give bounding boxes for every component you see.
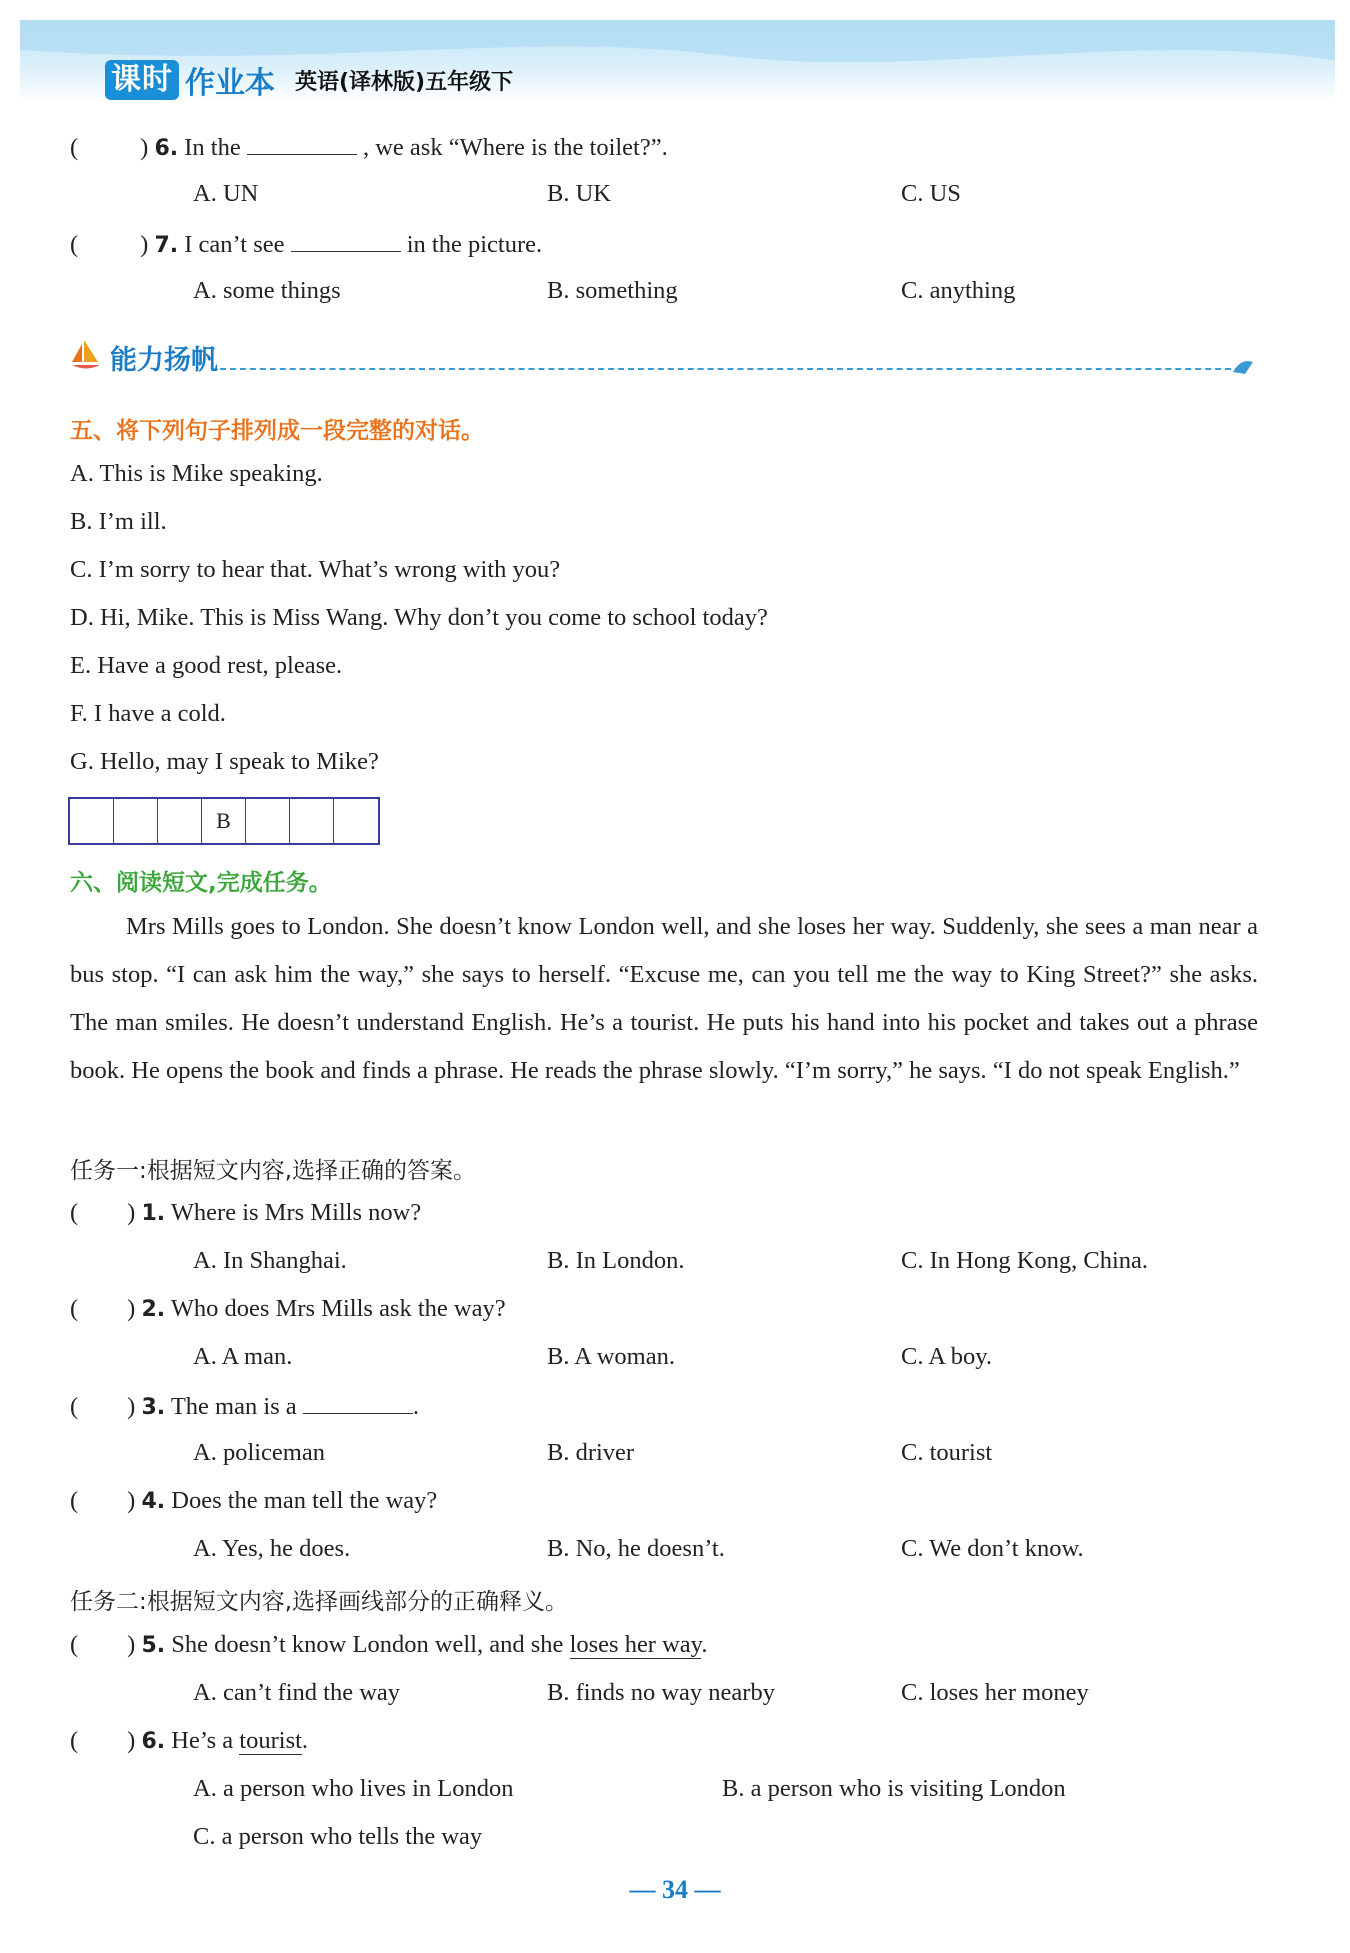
- question-text: .: [301, 1727, 309, 1754]
- reading-question-4: [70, 1487, 437, 1515]
- page-header: [20, 20, 1335, 102]
- answer-paren[interactable]: ( ): [70, 1295, 136, 1322]
- option-b: B. UK: [547, 180, 611, 207]
- sentence-f: F. I have a cold.: [70, 700, 226, 727]
- option-b: B. In London.: [547, 1247, 685, 1274]
- answer-paren[interactable]: ( ): [70, 1199, 136, 1226]
- option-a: A. policeman: [193, 1439, 325, 1466]
- ability-title: 能力扬帆: [110, 345, 218, 376]
- question-number: 1.: [141, 1201, 166, 1226]
- option-a: A. some things: [193, 277, 341, 304]
- question-text: She doesn’t know London well, and she: [171, 1631, 570, 1658]
- fill-blank[interactable]: [291, 229, 401, 252]
- answer-cell[interactable]: [334, 799, 378, 843]
- reading-question-1: [70, 1199, 421, 1227]
- question-text: in the picture.: [406, 231, 543, 258]
- question-text: , we ask “Where is the toilet?”.: [362, 134, 668, 161]
- question-text: I can’t see: [184, 231, 285, 258]
- fill-blank[interactable]: [303, 1391, 413, 1414]
- option-c: C. We don’t know.: [901, 1535, 1084, 1562]
- task-2-title: 任务二:根据短文内容,选择画线部分的正确释义。: [70, 1589, 569, 1615]
- option-a: A. a person who lives in London: [193, 1775, 514, 1802]
- brand: [105, 58, 513, 102]
- answer-cell[interactable]: [246, 799, 290, 843]
- question-text: .: [412, 1393, 419, 1420]
- option-a: A. A man.: [193, 1343, 293, 1370]
- answer-paren-close: ): [140, 134, 149, 161]
- answer-paren-open: (: [70, 134, 79, 161]
- brand-logo: 课时: [105, 60, 179, 100]
- question-text: .: [701, 1631, 708, 1658]
- question-text: The man is a: [170, 1393, 297, 1420]
- answer-paren[interactable]: ( ): [70, 1727, 136, 1754]
- dashed-divider: [220, 368, 1241, 370]
- question-7: [70, 229, 542, 259]
- book-subtitle: 英语(译林版)五年级下: [295, 69, 514, 95]
- question-text: In the: [184, 134, 241, 161]
- option-c: C. anything: [901, 277, 1016, 304]
- answer-cell[interactable]: [290, 799, 334, 843]
- question-number: 2.: [141, 1297, 166, 1322]
- option-b: B. finds no way nearby: [547, 1679, 775, 1706]
- question-number: 4.: [141, 1489, 166, 1514]
- answer-paren-close: ): [140, 231, 149, 258]
- option-c: C. A boy.: [901, 1343, 992, 1370]
- ability-section-header: [70, 338, 1255, 374]
- brand-name: 作业本: [185, 66, 275, 101]
- question-text: Who does Mrs Mills ask the way?: [170, 1295, 506, 1322]
- option-a: A. can’t find the way: [193, 1679, 401, 1706]
- question-number: 5.: [141, 1633, 166, 1658]
- option-c: C. loses her money: [901, 1679, 1089, 1706]
- sentence-g: G. Hello, may I speak to Mike?: [70, 748, 379, 775]
- question-number: 6.: [154, 136, 179, 161]
- question-text: Does the man tell the way?: [171, 1487, 438, 1514]
- reading-question-5: [70, 1631, 707, 1659]
- task-1-title: 任务一:根据短文内容,选择正确的答案。: [70, 1158, 477, 1184]
- option-c: C. US: [901, 180, 961, 207]
- question-number: 7.: [154, 233, 179, 258]
- underlined-phrase: tourist: [239, 1727, 302, 1754]
- option-b: B. a person who is visiting London: [722, 1775, 1066, 1802]
- answer-cell[interactable]: [158, 799, 202, 843]
- reading-question-3: [70, 1391, 419, 1421]
- fill-blank[interactable]: [247, 132, 357, 155]
- reading-question-2: [70, 1295, 506, 1323]
- option-a: A. In Shanghai.: [193, 1247, 347, 1274]
- answer-paren[interactable]: ( ): [70, 1631, 136, 1658]
- section-6-title: 六、阅读短文,完成任务。: [70, 870, 332, 896]
- reading-passage: Mrs Mills goes to London. She doesn’t know London well, and she loses her way. Suddenly, she sees a man near a bus stop. “I can ask him the way,” she says to herself. “Excuse me, can you tell me the way to King Street?” she asks. The man smiles. He doesn’t understand English. He’s a tourist. He puts his hand into his pocket and takes out a phrase book. He opens the book and finds a phrase. He reads the phrase slowly. “I’m sorry,” he says. “I do not speak English.”: [70, 913, 1258, 1084]
- option-c: C. a person who tells the way: [193, 1823, 483, 1850]
- sentence-e: E. Have a good rest, please.: [70, 652, 343, 679]
- underlined-phrase: loses her way: [569, 1631, 702, 1658]
- option-a: A. UN: [193, 180, 259, 207]
- sentence-b: B. I’m ill.: [70, 508, 167, 535]
- answer-paren-open: (: [70, 231, 79, 258]
- answer-paren[interactable]: ( ): [70, 1393, 136, 1420]
- answer-paren[interactable]: ( ): [70, 1487, 136, 1514]
- section-5-title: 五、将下列句子排列成一段完整的对话。: [70, 418, 484, 444]
- reading-question-6: [70, 1727, 308, 1755]
- question-text: He’s a: [171, 1727, 240, 1754]
- order-answer-box: [68, 797, 380, 845]
- question-number: 6.: [141, 1729, 166, 1754]
- question-number: 3.: [141, 1395, 166, 1420]
- sentence-c: C. I’m sorry to hear that. What’s wrong with you?: [70, 556, 561, 583]
- sentence-a: A. This is Mike speaking.: [70, 460, 323, 487]
- swoosh-icon: [1231, 356, 1255, 376]
- answer-cell[interactable]: [70, 799, 114, 843]
- option-c: C. tourist: [901, 1439, 993, 1466]
- page-number: — 34 —: [629, 1875, 721, 1904]
- option-b: B. driver: [547, 1439, 635, 1466]
- sentence-d: D. Hi, Mike. This is Miss Wang. Why don’t you come to school today?: [70, 604, 768, 631]
- question-text: Where is Mrs Mills now?: [170, 1199, 422, 1226]
- sail-icon: [70, 338, 102, 372]
- option-c: C. In Hong Kong, China.: [901, 1247, 1149, 1274]
- answer-cell[interactable]: B: [202, 799, 246, 843]
- option-a: A. Yes, he does.: [193, 1535, 351, 1562]
- option-b: B. No, he doesn’t.: [547, 1535, 725, 1562]
- option-b: B. A woman.: [547, 1343, 675, 1370]
- question-6: [70, 132, 668, 162]
- option-b: B. something: [547, 277, 678, 304]
- answer-cell[interactable]: [114, 799, 158, 843]
